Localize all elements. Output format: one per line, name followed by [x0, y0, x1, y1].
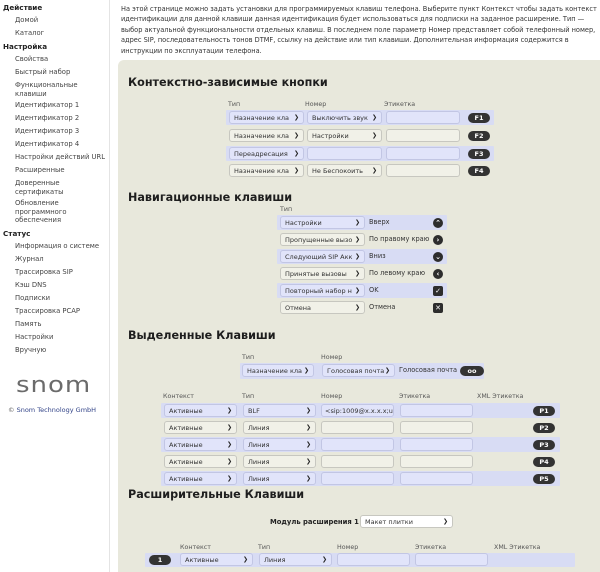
chevron-left-icon: ‹ [433, 269, 443, 279]
col-head-type: Тип [242, 393, 255, 400]
expansion-module-label: Модуль расширения 1 [270, 518, 359, 526]
fkey-row [226, 163, 494, 178]
context-select[interactable]: Активные ❯ [164, 438, 237, 451]
sidebar-item-system-info[interactable]: Информация о системе [15, 242, 100, 250]
fkey-badge: F3 [468, 149, 490, 159]
nav-type-select[interactable]: Принятые вызовы ❯ [280, 267, 365, 280]
section-title-expansion-keys: Расширительные Клавиши [128, 488, 305, 501]
chevron-down-icon: ❯ [303, 367, 309, 374]
chevron-down-icon: ❯ [226, 424, 232, 431]
pkey-badge: P3 [533, 440, 555, 450]
col-head-type: Тип [228, 101, 241, 108]
context-select[interactable]: Активные ❯ [164, 472, 237, 485]
nav-type-select[interactable]: Пропущенные вызо ❯ [280, 233, 365, 246]
sidebar-item-pcap-trace[interactable]: Трассировка PCAP [15, 307, 81, 315]
label-input[interactable] [386, 111, 460, 124]
fkey-row [226, 128, 494, 143]
sidebar-item-software-update[interactable]: Обновление программного обеспечения [15, 199, 67, 224]
pkey-row [161, 403, 560, 418]
type-select[interactable]: Линия ❯ [259, 553, 332, 566]
chevron-down-icon: ❯ [305, 475, 311, 482]
pkey-badge: P1 [533, 406, 555, 416]
dedicated-type-select[interactable]: Назначение кла ❯ [242, 364, 314, 377]
chevron-down-icon: ❯ [354, 253, 360, 260]
nav-direction: По левому краю [369, 269, 426, 277]
chevron-down-icon: ❯ [354, 236, 360, 243]
number-select[interactable]: Выключить звук ❯ [307, 111, 382, 124]
col-head-label: Этикетка [415, 544, 447, 551]
type-select[interactable]: Переадресация ❯ [229, 147, 304, 160]
nav-key-row [277, 232, 447, 247]
chevron-down-icon: ❯ [371, 132, 377, 139]
chevron-down-icon: ❯ [305, 407, 311, 414]
number-input[interactable] [321, 438, 394, 451]
chevron-down-icon: ❯ [226, 475, 232, 482]
chevron-down-icon: ❯ [321, 556, 327, 563]
number-input[interactable] [337, 553, 410, 566]
sidebar-group-status: Статус [3, 229, 31, 238]
nav-type-select[interactable]: Настройки ❯ [280, 216, 365, 229]
chevron-down-icon: ❯ [293, 150, 299, 157]
number-input[interactable] [321, 472, 394, 485]
sidebar-item-manual[interactable]: Вручную [15, 346, 47, 354]
intro-text: На этой странице можно задать установки для программируемых клавиш телефона. Выберите пункт Контекст чтобы задать контекст идентификации для данной клавиши данная идентификация будет использоваться для подписки на заданное расширение. Тип — выбор актуальной функциональности отдельных клавиш. В последнем поле параметр Номер представляет собой телефонный номер, адрес SIP, последовательность тонов DTMF, ссылку на действие или тип клавиши. Дополнительная информация содержится в инструкции по эксплуатации телефона. [121, 5, 597, 55]
nav-direction: Вверх [369, 218, 390, 226]
context-select[interactable]: Активные ❯ [164, 455, 237, 468]
number-input[interactable] [321, 455, 394, 468]
label-input[interactable] [415, 553, 488, 566]
sidebar-item-function-keys[interactable]: Функциональные клавиши [15, 81, 78, 98]
nav-key-row [277, 249, 447, 264]
number-input[interactable] [307, 147, 382, 160]
chevron-down-icon: ❯ [226, 441, 232, 448]
copyright-link[interactable]: Snom Technology GmbH [16, 406, 97, 414]
col-head-label: Этикетка [384, 101, 416, 108]
pkey-badge: P2 [533, 423, 555, 433]
expansion-module-select[interactable]: Макет плитки ❯ [360, 515, 453, 528]
sidebar-item-identity-1[interactable]: Идентификатор 1 [15, 101, 80, 109]
fkey-badge: F4 [468, 166, 490, 176]
dedicated-key-row [240, 363, 484, 379]
col-head-type: Тип [258, 544, 271, 551]
chevron-down-icon: ❯ [442, 518, 448, 525]
sidebar-item-directory[interactable]: Каталог [15, 29, 45, 37]
number-select[interactable]: Настройки ❯ [307, 129, 382, 142]
nav-direction: Вниз [369, 252, 386, 260]
chevron-down-icon: ⌄ [433, 252, 443, 262]
type-select[interactable]: BLF ❯ [243, 404, 316, 417]
chevron-down-icon: ❯ [242, 556, 248, 563]
nav-direction: OK [369, 286, 379, 294]
fkey-row [226, 110, 494, 125]
nav-type-select[interactable]: Следующий SIP Акк ❯ [280, 250, 365, 263]
chevron-down-icon: ❯ [305, 424, 311, 431]
sidebar-item-action-url[interactable]: Настройки действий URL [15, 153, 106, 161]
fkey-badge: F2 [468, 131, 490, 141]
dedicated-number-select[interactable]: Голосовая почта ❯ [322, 364, 395, 377]
sidebar-item-dns-cache[interactable]: Кэш DNS [15, 281, 47, 289]
type-select[interactable]: Назначение кла ❯ [229, 164, 304, 177]
sidebar-item-home[interactable]: Домой [15, 16, 39, 24]
chevron-up-icon: ⌃ [433, 218, 443, 228]
sidebar-item-memory[interactable]: Память [15, 320, 42, 328]
sidebar-group-setup: Настройка [3, 42, 48, 51]
section-title-dedicated-keys: Выделенные Клавиши [128, 329, 276, 342]
nav-type-select[interactable]: Повторный набор н ❯ [280, 284, 365, 297]
chevron-right-icon: › [433, 235, 443, 245]
sidebar-item-preferences[interactable]: Свойства [15, 55, 49, 63]
col-head-number: Номер [305, 101, 327, 108]
check-icon: ✓ [433, 286, 443, 296]
chevron-down-icon: ❯ [371, 114, 377, 121]
section-title-context-keys: Контекстно-зависимые кнопки [128, 76, 328, 89]
chevron-down-icon: ❯ [384, 367, 390, 374]
chevron-down-icon: ❯ [354, 270, 360, 277]
col-head-context: Контекст [180, 544, 211, 551]
col-head-type: Тип [242, 354, 255, 361]
label-input[interactable] [386, 129, 460, 142]
nav-key-row [277, 215, 447, 230]
col-head-label: Этикетка [399, 393, 431, 400]
label-input[interactable] [400, 404, 473, 417]
chevron-down-icon: ❯ [354, 219, 360, 226]
number-input[interactable] [321, 421, 394, 434]
type-select[interactable]: Линия ❯ [243, 438, 316, 451]
expansion-key-badge: 1 [149, 555, 171, 565]
fkey-badge: F1 [468, 113, 490, 123]
section-title-nav-keys: Навигационные клавиши [128, 191, 293, 204]
chevron-down-icon: ❯ [305, 458, 311, 465]
nav-direction: Отмена [369, 303, 396, 311]
sidebar-item-subscriptions[interactable]: Подписки [15, 294, 51, 302]
col-head-type: Тип [280, 206, 293, 213]
sidebar-item-advanced[interactable]: Расширенные [15, 166, 65, 174]
col-head-context: Контекст [163, 393, 194, 400]
sidebar-item-certificates[interactable]: Доверенные сертификаты [15, 179, 64, 196]
context-select[interactable]: Активные ❯ [180, 553, 253, 566]
chevron-down-icon: ❯ [354, 304, 360, 311]
sidebar-item-sip-trace[interactable]: Трассировка SIP [15, 268, 73, 276]
cancel-x-icon: ✕ [433, 303, 443, 313]
type-select[interactable]: Назначение кла ❯ [229, 129, 304, 142]
chevron-down-icon: ❯ [354, 287, 360, 294]
sidebar-item-settings[interactable]: Настройки [15, 333, 54, 341]
sidebar-group-action: Действие [3, 3, 43, 12]
pkey-row [161, 454, 560, 469]
copyright [8, 406, 96, 414]
label-input[interactable] [386, 164, 460, 177]
pkey-row [161, 437, 560, 452]
nav-type-select[interactable]: Отмена ❯ [280, 301, 365, 314]
voicemail-icon: oo [460, 366, 484, 376]
label-input[interactable] [400, 438, 473, 451]
chevron-down-icon: ❯ [226, 407, 232, 414]
copyright-icon: © [8, 406, 15, 414]
sidebar-item-identity-3[interactable]: Идентификатор 3 [15, 127, 80, 135]
number-select[interactable]: Не Беспокоить ❯ [307, 164, 382, 177]
pkey-badge: P4 [533, 457, 555, 467]
sidebar [0, 0, 110, 572]
sidebar-item-identity-4[interactable]: Идентификатор 4 [15, 140, 80, 148]
chevron-down-icon: ❯ [293, 114, 299, 121]
nav-key-row [277, 300, 447, 315]
expansion-key-row [145, 553, 575, 567]
chevron-down-icon: ❯ [226, 458, 232, 465]
dedicated-key-label: Голосовая почта [399, 366, 458, 374]
pkey-badge: P5 [533, 474, 555, 484]
type-select[interactable]: Назначение кла ❯ [229, 111, 304, 124]
label-input[interactable] [386, 147, 460, 160]
col-head-xml-label: XML Этикетка [494, 544, 541, 551]
label-input[interactable] [400, 472, 473, 485]
type-select[interactable]: Линия ❯ [243, 421, 316, 434]
sidebar-item-identity-2[interactable]: Идентификатор 2 [15, 114, 80, 122]
context-select[interactable]: Активные ❯ [164, 404, 237, 417]
pkey-row [161, 471, 560, 486]
chevron-down-icon: ❯ [371, 167, 377, 174]
context-select[interactable]: Активные ❯ [164, 421, 237, 434]
type-select[interactable]: Линия ❯ [243, 455, 316, 468]
col-head-xml-label: XML Этикетка [477, 393, 524, 400]
chevron-down-icon: ❯ [305, 441, 311, 448]
pkey-row [161, 420, 560, 435]
chevron-down-icon: ❯ [293, 132, 299, 139]
nav-key-row [277, 283, 447, 298]
sidebar-item-speed-dial[interactable]: Быстрый набор [15, 68, 71, 76]
chevron-down-icon: ❯ [293, 167, 299, 174]
nav-direction: По правому краю [369, 235, 430, 243]
number-input[interactable]: <sip:1009@x.x.x.x;u [321, 404, 394, 417]
col-head-number: Номер [337, 544, 359, 551]
type-select[interactable]: Линия ❯ [243, 472, 316, 485]
fkey-row [226, 146, 494, 161]
label-input[interactable] [400, 455, 473, 468]
label-input[interactable] [400, 421, 473, 434]
col-head-number: Номер [321, 354, 343, 361]
nav-key-row [277, 266, 447, 281]
snom-logo: snom [16, 372, 92, 398]
col-head-number: Номер [321, 393, 343, 400]
sidebar-item-log[interactable]: Журнал [15, 255, 44, 263]
